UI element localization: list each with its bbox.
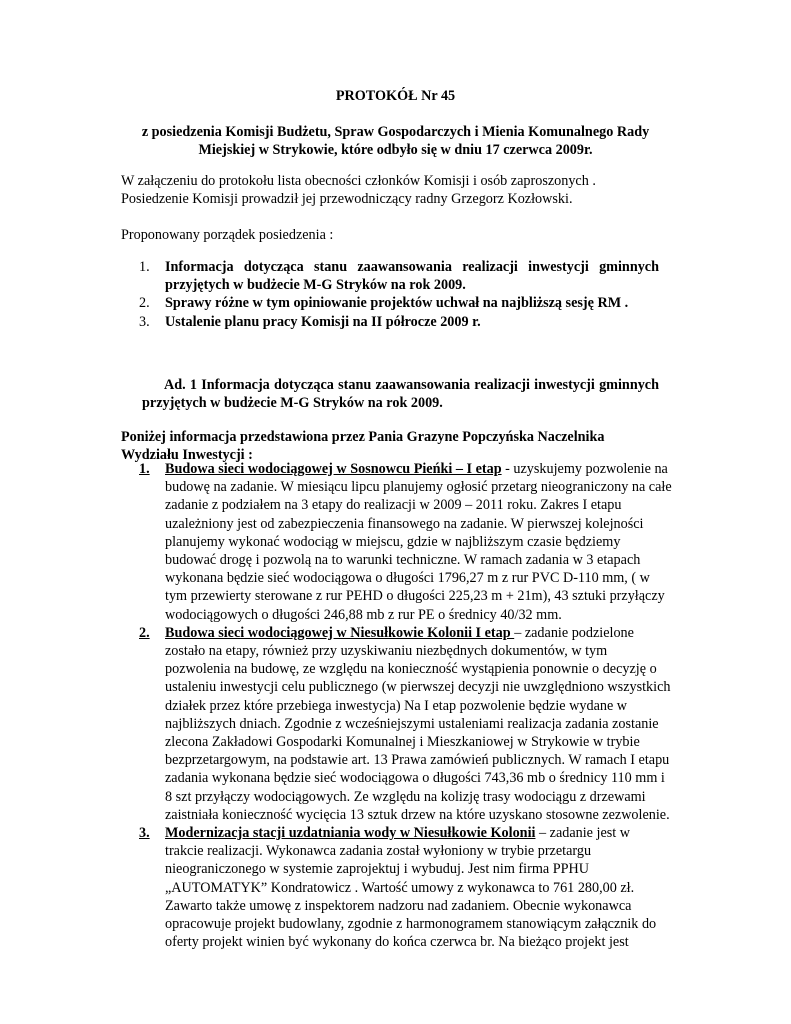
info-section	[139, 824, 672, 951]
agenda-item-number: 1.	[139, 259, 150, 275]
agenda-item-text: Informacja dotycząca stanu zaawansowania realizacji inwestycji gminnych przyjętych w budżecie M-G Stryków na rok 2009.	[165, 259, 659, 294]
info-section-title: Budowa sieci wodociągowej w Niesułkowie Kolonii I etap	[165, 624, 515, 641]
info-sections	[139, 460, 672, 951]
info-section	[139, 624, 672, 824]
agenda-item-text: Sprawy różne w tym opiniowanie projektów uchwał na najbliższą sesję RM .	[165, 295, 629, 312]
document-subtitle-line1: z posiedzenia Komisji Budżetu, Spraw Gospodarczych i Mienia Komunalnego Rady	[141, 124, 650, 140]
info-section-number: 1.	[139, 461, 150, 477]
info-section-body: - uzyskujemy pozwolenie na budowę na zadanie. W miesiącu lipcu planujemy ogłosić przetarg nieograniczony na całe zadanie z podziałem na 3 etapy do realizacji w 2009 – 2011 roku. Zakres I etapu uzależniony jest od zabezpieczenia finansowego na zadanie. W pierwszej kolejności planujemy wykonać wodociąg w miejscu, gdzie w najbliższym czasie będziemy budować drogę i pozwolą na to warunki techniczne. W ramach zadania w 3 etapach wykonana będzie sieć wodociągowa o długości 1796,27 m z rur PVC D-110 mm, ( w tym przewierty sterowane z rur PEHD o długości 225,23 m + 21m), 43 sztuki przyłączy wodociągowych o długości 246,88 mb z rur PE o średnicy 40/32 mm.	[165, 461, 672, 623]
ad1-heading: Ad. 1 Informacja dotycząca stanu zaawansowania realizacji inwestycji gminnych przyjętych w budżecie M-G Stryków na rok 2009.	[142, 377, 659, 412]
agenda-list	[139, 258, 659, 331]
info-section-number: 2.	[139, 624, 150, 641]
intro-line-1: W załączeniu do protokołu lista obecności członków Komisji i osób zaproszonych .	[121, 173, 596, 189]
info-heading: Poniżej informacja przedstawiona przez Pania Grazyne Popczyńska Naczelnika Wydziału Inwestycji :	[121, 429, 605, 464]
info-section-title: Modernizacja stacji uzdatniania wody w Niesułkowie Kolonii	[165, 825, 536, 842]
info-section-body: – zadanie jest w trakcie realizacji. Wykonawca zadania został wyłoniony w trybie przetargu nieograniczonego w systemie zaprojektuj i wybuduj. Jest nim firma PPHU „AUTOMATYK” Kondratowicz . Wartość umowy z wykonawca to 761 280,00 zł. Zawarto także umowę z inspektorem nadzoru nad zadaniem. Obecnie wykonawca opracowuje projekt budowlany, zgodnie z harmonogramem stanowiącym załącznik do oferty projekt winien być wykonany do końca czerwca br. Na bieżąco projekt jest	[165, 825, 657, 951]
info-section-body: – zadanie podzielone zostało na etapy, również przy uzyskiwaniu niezbędnych dokumentów, w tym pozwolenia na budowę, ze względu na konieczność wystąpienia ponownie o decyzję o ustaleniu inwestycji celu publicznego (w pierwszej decyzji nie uwzględniono wszystkich działek przez które przebiega inwestycja) Na I etap pozwolenie będzie wydane w najbliższych dniach. Zgodnie z wcześniejszymi ustaleniami realizacja zadania zostanie zlecona Zakładowi Gospodarki Komunalnej i Mieszkaniowej w Strykowie w trybie bezprzetargowym, na podstawie art. 13 Prawa zamówień publicznych. W ramach I etapu zadania wykonana będzie sieć wodociągowa o długości 743,36 mb o średnicy 110 mm i 8 szt przyłączy wodociągowych. Ze względu na kolizję trasy wodociągu z drzewami zaistniała konieczność wycięcia 13 sztuk drzew na które uzyskano stosowne zezwolenie.	[165, 624, 671, 823]
info-section-number: 3.	[139, 825, 150, 842]
document-subtitle-line2: Miejskiej w Strykowie, które odbyło się w dniu 17 czerwca 2009r.	[198, 142, 593, 158]
agenda-item-text: Ustalenie planu pracy Komisji na II półrocze 2009 r.	[165, 313, 481, 330]
agenda-heading: Proponowany porządek posiedzenia :	[121, 227, 334, 243]
info-section	[139, 460, 672, 624]
agenda-item	[139, 258, 659, 294]
intro-line-2: Posiedzenie Komisji prowadził jej przewodniczący radny Grzegorz Kozłowski.	[121, 191, 573, 207]
agenda-item	[139, 294, 659, 312]
agenda-item-number: 2.	[139, 295, 150, 312]
agenda-item	[139, 313, 659, 331]
document-title: PROTOKÓŁ Nr 45	[335, 88, 456, 104]
agenda-item-number: 3.	[139, 313, 150, 330]
info-section-title: Budowa sieci wodociągowej w Sosnowcu Pieńki – I etap	[165, 461, 502, 477]
